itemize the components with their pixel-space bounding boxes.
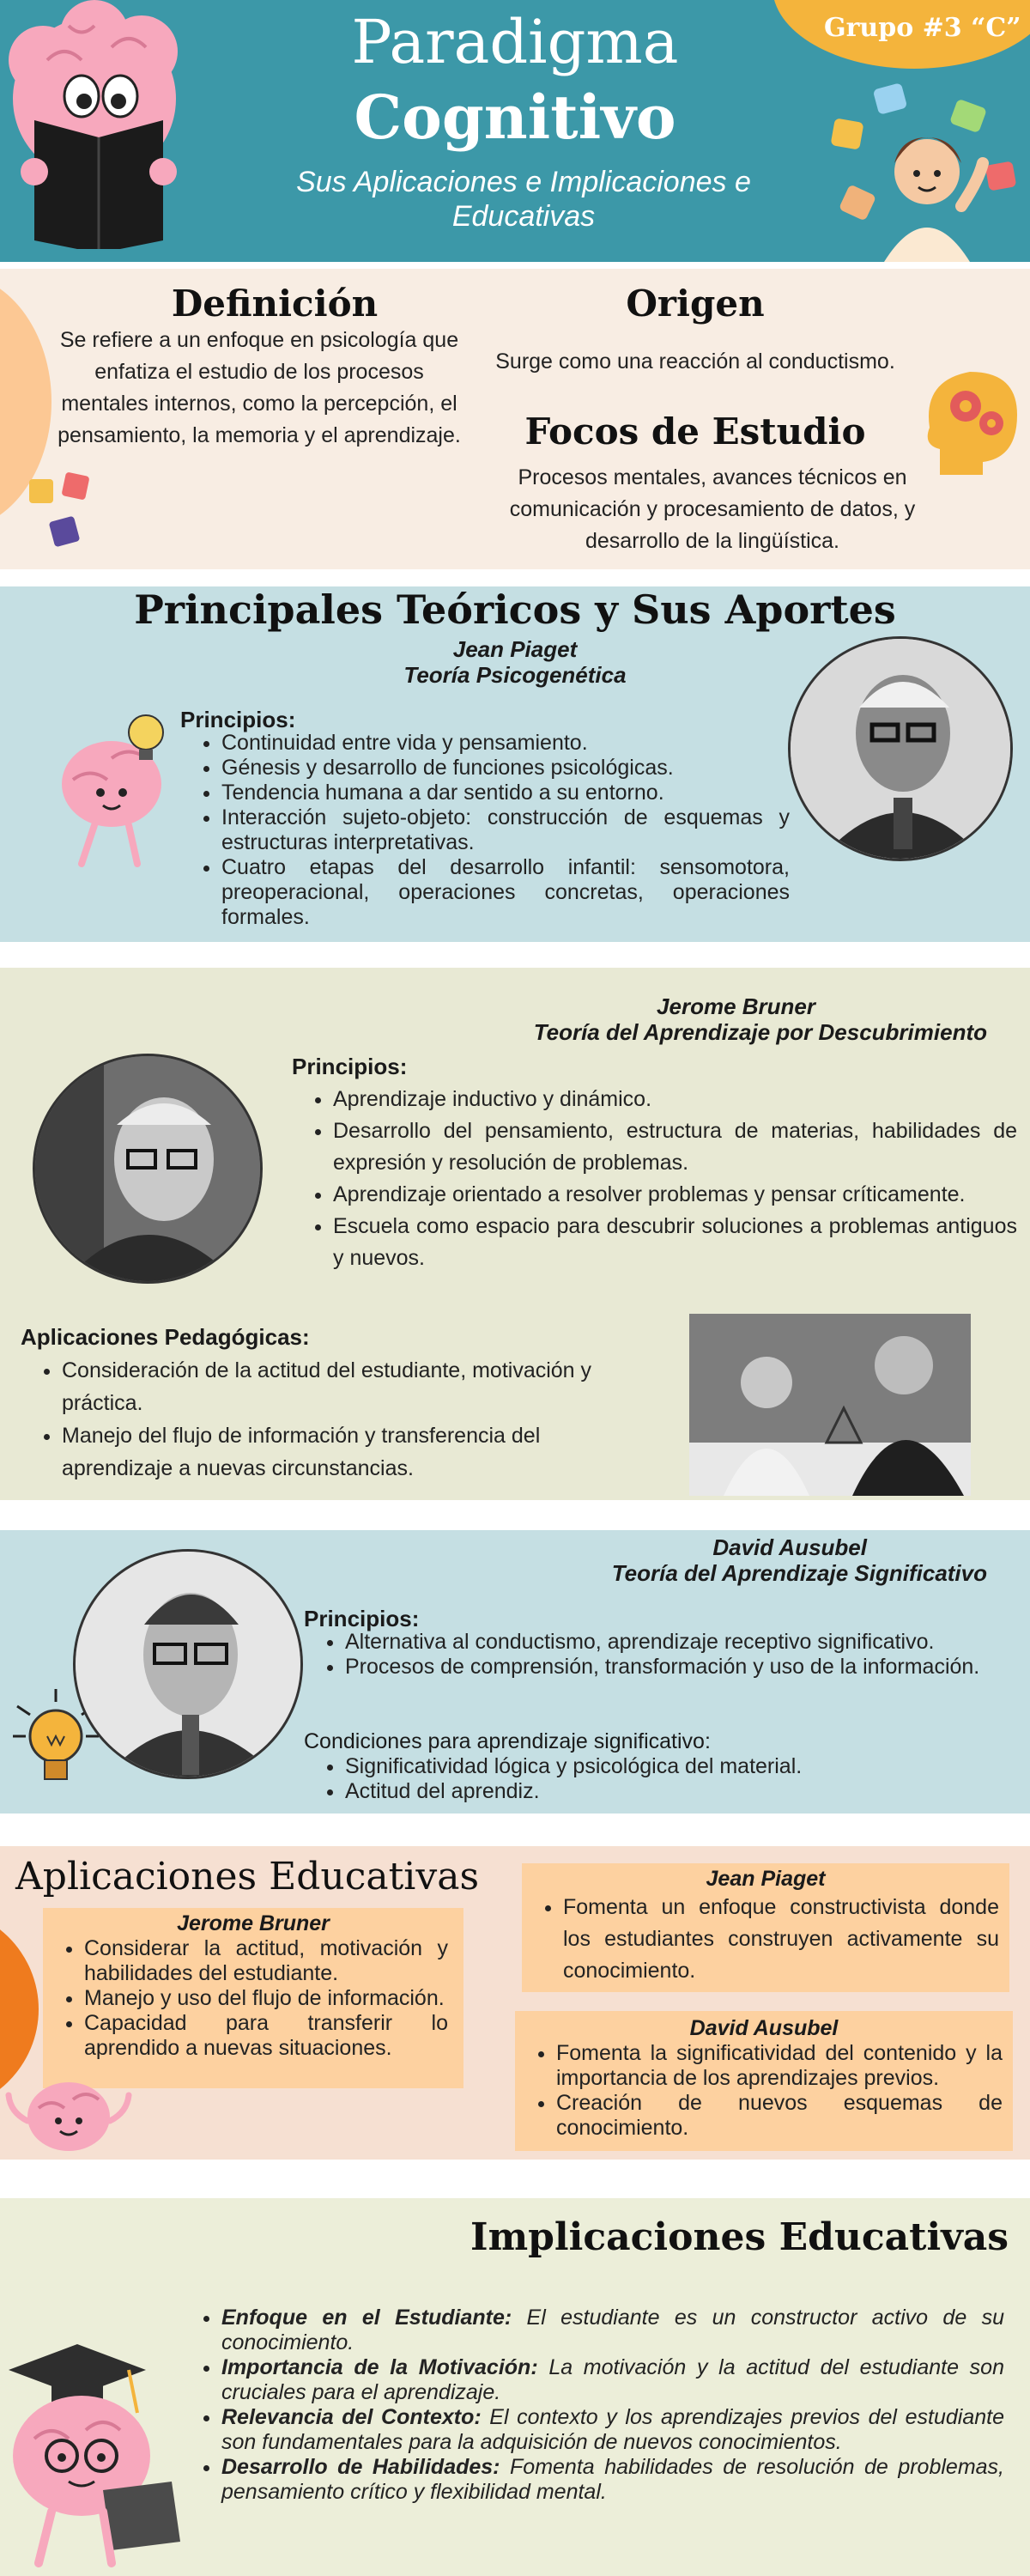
piaget-section	[0, 586, 1030, 942]
definicion-text: Se refiere a un enfoque en psicología que enfatiza el estudio de los procesos mentales internos, como la percepción, el pensamiento, la memoria y el aprendizaje.	[58, 328, 461, 447]
definition-section	[0, 269, 1030, 569]
brain-character-icon	[4, 2069, 133, 2160]
bruner-section	[0, 968, 1030, 1500]
list-item: • Significatividad lógica y psicológica del material.	[345, 1754, 999, 1779]
origen-text: Surge como una reacción al conductismo.	[495, 349, 895, 374]
ausubel-name: David Ausubel	[712, 1534, 867, 1560]
bruner-name: Jerome Bruner	[657, 993, 815, 1019]
origen-title: Origen	[626, 283, 765, 325]
list-item: • Actitud del aprendiz.	[345, 1779, 999, 1804]
definicion-title: Definición	[171, 283, 379, 325]
person-portrait-icon	[791, 639, 1013, 861]
group-badge-label: Grupo #3 “C”	[824, 13, 1021, 43]
bruner-theory: Teoría del Aprendizaje por Descubrimiento	[533, 1019, 987, 1045]
title-line-2: Cognitivo	[354, 82, 676, 153]
impl-term: Enfoque en el Estudiante:	[221, 2306, 512, 2330]
piaget-photo	[788, 636, 1013, 861]
focos-text: Procesos mentales, avances técnicos en comunicación y procesamiento de datos, y desarrollo de la lingüística.	[509, 465, 916, 553]
bruner-applications-list	[21, 1354, 656, 1485]
list-item: • Aprendizaje inductivo y dinámico.	[333, 1084, 1017, 1115]
list-item: • Creación de nuevos esquemas de conocimiento.	[556, 2091, 1003, 2141]
ausubel-principles-list	[304, 1630, 999, 1680]
ausubel-principles-label: Principios:	[304, 1606, 420, 1631]
classroom-photo-icon	[689, 1314, 971, 1496]
card-bruner	[43, 1908, 464, 2088]
card-bruner-name: Jerome Bruner	[177, 1911, 330, 1935]
boy-puzzle-icon	[824, 69, 1030, 262]
card-piaget	[522, 1863, 1009, 1992]
person-portrait-icon	[76, 1552, 303, 1779]
impl-text: El contexto y los aprendizajes previos del estudiante son fundamentales para la adquisición de nuevos conocimientos.	[221, 2405, 1004, 2454]
card-bruner-list	[43, 1936, 464, 2061]
subtitle: Sus Aplicaciones e Implicaciones e Educativas	[296, 166, 751, 233]
list-item: • Alternativa al conductismo, aprendizaje receptivo significativo.	[345, 1630, 999, 1655]
list-item: • Aprendizaje orientado a resolver problemas y pensar críticamente.	[333, 1179, 1017, 1211]
implicaciones-title: Implicaciones Educativas	[470, 2215, 1009, 2259]
ausubel-theory: Teoría del Aprendizaje Significativo	[611, 1560, 987, 1586]
ausubel-conditions-label: Condiciones para aprendizaje significativo:	[304, 1729, 711, 1753]
list-item	[221, 2306, 1004, 2355]
list-item	[221, 2355, 1004, 2405]
list-item: • Escuela como espacio para descubrir soluciones a problemas antiguos y nuevos.	[333, 1211, 1017, 1274]
aplicaciones-title: Aplicaciones Educativas	[15, 1855, 480, 1899]
bruner-applications-label: Aplicaciones Pedagógicas:	[21, 1324, 310, 1350]
title-line-1: Paradigma	[351, 7, 679, 77]
impl-term: Desarrollo de Habilidades:	[221, 2455, 500, 2479]
card-ausubel	[515, 2011, 1013, 2151]
head-gears-icon	[923, 363, 1021, 483]
list-item: • Cuatro etapas del desarrollo infantil: sensomotora, preoperacional, operaciones concretas, operaciones formales.	[221, 855, 790, 930]
impl-text: Fomenta habilidades de resolución de problemas, pensamiento crítico y flexibilidad mental.	[221, 2455, 1004, 2504]
list-item: • Capacidad para transferir lo aprendido a nuevas situaciones.	[84, 2011, 448, 2061]
impl-text: La motivación y la actitud del estudiante son cruciales para el aprendizaje.	[221, 2355, 1004, 2404]
list-item: • Consideración de la actitud del estudiante, motivación y práctica.	[62, 1354, 656, 1419]
puzzle-pieces-icon	[26, 471, 112, 556]
list-item: • Manejo y uso del flujo de información.	[84, 1986, 448, 2011]
list-item: • Interacción sujeto-objeto: construcción de esquemas y estructuras interpretativas.	[221, 805, 790, 855]
list-item: • Fomenta la significatividad del contenido y la importancia de los aprendizajes previos.	[556, 2041, 1003, 2091]
impl-term: Importancia de la Motivación:	[221, 2355, 538, 2379]
impl-term: Relevancia del Contexto:	[221, 2405, 482, 2429]
piaget-principles-label: Principios:	[180, 707, 296, 732]
list-item: • Génesis y desarrollo de funciones psicológicas.	[221, 756, 790, 781]
piaget-theory: Teoría Psicogenética	[403, 662, 627, 688]
bruner-principles-label: Principios:	[292, 1054, 408, 1079]
header-banner	[0, 0, 1030, 262]
piaget-principles-list	[180, 731, 790, 930]
list-item: • Fomenta un enfoque constructivista donde los estudiantes construyen activamente su conocimiento.	[563, 1892, 999, 1987]
ausubel-section	[0, 1530, 1030, 1814]
impl-text: El estudiante es un constructor activo de su conocimiento.	[221, 2306, 1004, 2354]
teoricos-title: Principales Teóricos y Sus Aportes	[134, 586, 896, 633]
implicaciones-section	[0, 2198, 1030, 2576]
ausubel-heading	[292, 1534, 987, 1586]
list-item: • Continuidad entre vida y pensamiento.	[221, 731, 790, 756]
list-item: • Considerar la actitud, motivación y habilidades del estudiante.	[84, 1936, 448, 1986]
implicaciones-list	[180, 2306, 1004, 2505]
list-item	[221, 2405, 1004, 2455]
list-item: • Tendencia humana a dar sentido a su entorno.	[221, 781, 790, 805]
card-ausubel-name: David Ausubel	[689, 2016, 839, 2040]
list-item: • Desarrollo del pensamiento, estructura de materias, habilidades de expresión y resolución de problemas.	[333, 1115, 1017, 1179]
bruner-principles-list	[292, 1084, 1017, 1274]
list-item	[221, 2455, 1004, 2505]
brain-lightbulb-icon	[52, 707, 180, 870]
graduate-brain-icon	[0, 2327, 193, 2567]
list-item: • Manejo del flujo de información y transferencia del aprendizaje a nuevas circunstancias.	[62, 1419, 656, 1485]
card-piaget-list	[522, 1892, 1009, 1987]
bruner-photo	[33, 1054, 263, 1284]
card-piaget-name: Jean Piaget	[706, 1867, 826, 1891]
card-ausubel-list	[515, 2041, 1013, 2141]
person-portrait-icon	[35, 1056, 263, 1284]
ausubel-photo	[73, 1549, 303, 1779]
bruner-heading	[292, 993, 987, 1045]
focos-title: Focos de Estudio	[524, 410, 866, 453]
aplicaciones-section	[0, 1846, 1030, 2160]
ausubel-conditions-list	[304, 1754, 999, 1804]
bruner-classroom-photo	[689, 1314, 971, 1496]
piaget-name: Jean Piaget	[452, 636, 578, 662]
list-item: • Procesos de comprensión, transformación y uso de la información.	[345, 1655, 999, 1680]
